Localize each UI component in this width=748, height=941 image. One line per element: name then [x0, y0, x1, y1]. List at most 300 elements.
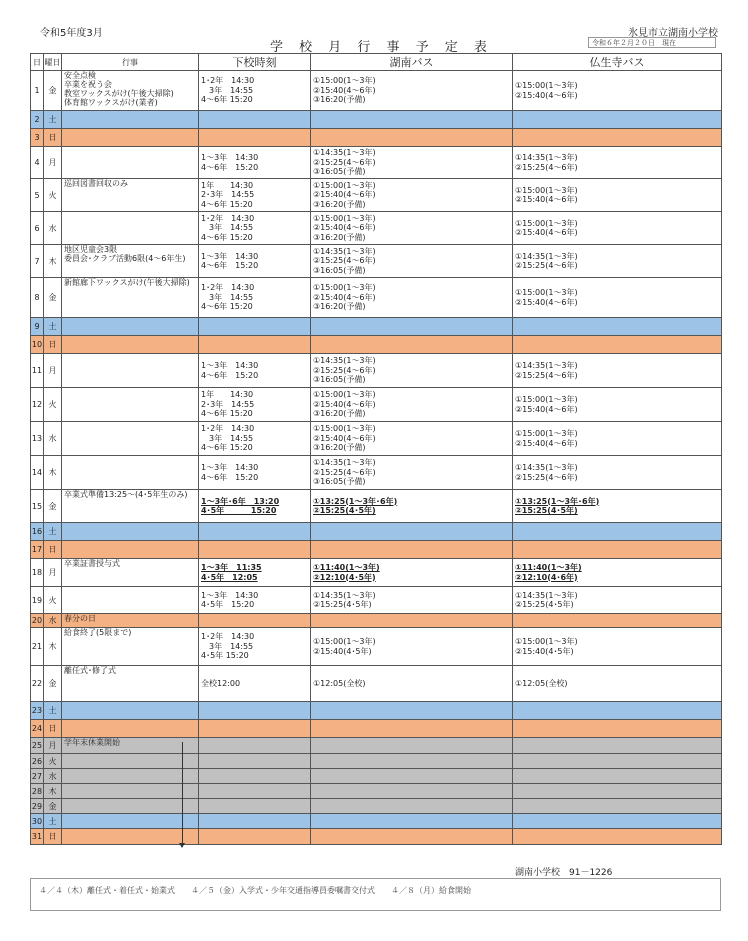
- weekday-cell: 火: [44, 587, 62, 614]
- dismissal-cell: [199, 720, 311, 738]
- day-cell: 6: [31, 212, 44, 245]
- day-cell: 5: [31, 179, 44, 212]
- table-row: [31, 111, 722, 129]
- dismissal-cell: [199, 784, 311, 799]
- cell-line: ②15:40(4～6年): [515, 195, 578, 204]
- cell-line: ①15:00(1～3年): [515, 81, 578, 90]
- cell-line: ②15:40(4～6年): [313, 399, 376, 409]
- dismissal-cell: [199, 754, 311, 769]
- cell-line: ②15:25(4～6年): [313, 467, 376, 477]
- cell-line: 教室ワックスがけ(午後大掃除): [64, 89, 174, 98]
- dismissal-cell: [199, 111, 311, 129]
- konan-bus-cell: [311, 278, 513, 318]
- cell-line: 1･2年 14:30: [201, 76, 255, 86]
- day-cell: 19: [31, 587, 44, 614]
- day-cell: 11: [31, 354, 44, 388]
- table-row: [31, 587, 722, 614]
- weekday-cell: 金: [44, 71, 62, 111]
- table-row: [31, 628, 722, 666]
- weekday-cell: 月: [44, 147, 62, 179]
- weekday-cell: 水: [44, 614, 62, 628]
- dismissal-cell: [199, 422, 311, 456]
- cell-line: 2･3年 14:55: [201, 190, 255, 200]
- konan-bus-cell: [311, 784, 513, 799]
- event-cell: [62, 738, 199, 754]
- cell-line: ①14:35(1～3年): [313, 356, 376, 366]
- event-cell: [62, 614, 199, 628]
- cell-line: 4･5年 12:05: [201, 572, 258, 582]
- cell-line: 4～6年 15:20: [201, 232, 253, 242]
- table-row: [31, 490, 722, 523]
- weekday-cell: 土: [44, 111, 62, 129]
- event-cell: [62, 784, 199, 799]
- april-notes: ４／４（木）離任式・着任式・始業式 ４／５（金）入学式・少年交通指導員委嘱書交付式 ４／８（月）給食開始: [30, 878, 721, 911]
- weekday-cell: 土: [44, 523, 62, 541]
- weekday-cell: 月: [44, 354, 62, 388]
- konan-bus-cell: [311, 666, 513, 702]
- busshoji-bus-cell: [513, 628, 722, 666]
- cell-line: ①15:00(1～3年): [515, 429, 578, 438]
- day-cell: 9: [31, 318, 44, 336]
- day-cell: 12: [31, 388, 44, 422]
- busshoji-bus-cell: [513, 614, 722, 628]
- day-cell: 31: [31, 829, 44, 845]
- cell-line: ②15:40(4～6年): [515, 438, 578, 448]
- busshoji-bus-cell: [513, 738, 722, 754]
- cell-line: ①15:00(1～3年): [515, 218, 578, 228]
- dismissal-cell: [199, 318, 311, 336]
- day-cell: 4: [31, 147, 44, 179]
- break-period-arrow-line: [182, 742, 183, 845]
- cell-line: ①14:35(1～3年): [515, 590, 578, 600]
- cell-line: ①15:00(1～3年): [313, 390, 376, 400]
- konan-bus-cell: [311, 245, 513, 278]
- cell-line: 1年 14:30: [201, 180, 254, 190]
- dismissal-cell: [199, 245, 311, 278]
- fiscal-period: 令和5年度3月: [40, 28, 103, 39]
- table-row: [31, 799, 722, 814]
- table-row: [31, 245, 722, 278]
- cell-line: ③16:20(予備): [313, 409, 366, 419]
- table-row: [31, 129, 722, 147]
- cell-line: 4～6年 15:20: [201, 199, 253, 209]
- dismissal-cell: [199, 523, 311, 541]
- dismissal-cell: [199, 614, 311, 628]
- konan-bus-cell: [311, 541, 513, 559]
- cell-line: ③16:20(予備): [313, 443, 366, 453]
- konan-bus-cell: [311, 129, 513, 147]
- cell-line: ②15:25(4～6年): [515, 261, 578, 270]
- cell-line: 4～6年 15:20: [201, 370, 259, 380]
- event-cell: [62, 490, 199, 523]
- table-row: [31, 354, 722, 388]
- weekday-cell: 土: [44, 814, 62, 829]
- dismissal-cell: [199, 829, 311, 845]
- dismissal-cell: [199, 559, 311, 587]
- event-cell: [62, 666, 199, 702]
- konan-bus-cell: [311, 799, 513, 814]
- konan-bus-cell: [311, 456, 513, 490]
- table-row: [31, 71, 722, 111]
- cell-line: ①15:00(1～3年): [313, 76, 376, 86]
- day-cell: 23: [31, 702, 44, 720]
- busshoji-bus-cell: [513, 245, 722, 278]
- cell-line: ③16:05(予備): [313, 477, 366, 487]
- konan-bus-cell: [311, 490, 513, 523]
- cell-line: ②15:25(4～6年): [313, 256, 376, 266]
- konan-bus-cell: [311, 71, 513, 111]
- day-cell: 14: [31, 456, 44, 490]
- busshoji-bus-cell: [513, 799, 722, 814]
- table-row: [31, 814, 722, 829]
- busshoji-bus-cell: [513, 559, 722, 587]
- event-cell: [62, 814, 199, 829]
- day-cell: 30: [31, 814, 44, 829]
- cell-line: ①14:35(1～3年): [515, 361, 578, 370]
- weekday-cell: 日: [44, 336, 62, 354]
- table-row: [31, 388, 722, 422]
- cell-line: 全校12:00: [201, 678, 241, 688]
- dismissal-cell: [199, 456, 311, 490]
- weekday-cell: 日: [44, 129, 62, 147]
- konan-bus-cell: [311, 336, 513, 354]
- cell-line: ②15:25(4～6年): [515, 472, 578, 482]
- table-row: [31, 523, 722, 541]
- dismissal-cell: [199, 278, 311, 318]
- arrow-down-icon: [179, 843, 185, 848]
- cell-line: 4･5年 15:20: [201, 651, 249, 661]
- cell-line: ②15:40(4～6年): [515, 228, 578, 237]
- cell-line: 4･5年 15:20: [201, 600, 255, 609]
- dismissal-cell: [199, 71, 311, 111]
- cell-line: ②15:40(4～6年): [313, 433, 376, 443]
- day-cell: 26: [31, 754, 44, 769]
- busshoji-bus-cell: [513, 702, 722, 720]
- weekday-cell: 木: [44, 628, 62, 666]
- konan-bus-cell: [311, 523, 513, 541]
- busshoji-bus-cell: [513, 71, 722, 111]
- busshoji-bus-cell: [513, 829, 722, 845]
- dismissal-cell: [199, 388, 311, 422]
- day-cell: 8: [31, 278, 44, 318]
- cell-line: 1～3年･6年 13:20: [201, 496, 280, 506]
- page-title: 学 校 月 行 事 予 定 表: [270, 40, 493, 55]
- cell-line: ①14:35(1～3年): [313, 246, 376, 256]
- cell-line: 1～3年 11:35: [201, 563, 262, 572]
- col-header-dismissal: 下校時刻: [199, 54, 311, 71]
- weekday-cell: 火: [44, 754, 62, 769]
- konan-bus-cell: [311, 354, 513, 388]
- weekday-cell: 土: [44, 318, 62, 336]
- table-row: [31, 179, 722, 212]
- event-cell: [62, 541, 199, 559]
- cell-line: ③16:05(予備): [313, 375, 366, 385]
- cell-line: 卒業を祝う会: [64, 80, 112, 89]
- day-cell: 16: [31, 523, 44, 541]
- cell-line: 3年 14:55: [201, 223, 254, 233]
- dismissal-cell: [199, 738, 311, 754]
- weekday-cell: 土: [44, 702, 62, 720]
- weekday-cell: 木: [44, 245, 62, 278]
- dismissal-cell: [199, 129, 311, 147]
- cell-line: ②15:25(4～6年): [313, 157, 376, 167]
- cell-line: ②12:10(4･5年): [313, 572, 376, 582]
- weekday-cell: 金: [44, 666, 62, 702]
- weekday-cell: 火: [44, 179, 62, 212]
- event-cell: [62, 702, 199, 720]
- cell-line: 春分の日: [64, 614, 96, 623]
- konan-bus-cell: [311, 738, 513, 754]
- table-row: [31, 336, 722, 354]
- cell-line: 体育館ワックスがけ(業者): [64, 98, 158, 107]
- cell-line: 給食終了(5限まで): [64, 628, 132, 637]
- cell-line: ②15:40(4～6年): [313, 190, 376, 200]
- konan-bus-cell: [311, 628, 513, 666]
- event-cell: [62, 278, 199, 318]
- cell-line: ②15:40(4～6年): [515, 90, 578, 100]
- table-row: [31, 666, 722, 702]
- day-cell: 13: [31, 422, 44, 456]
- busshoji-bus-cell: [513, 354, 722, 388]
- cell-line: ②15:25(4･5年): [313, 506, 376, 515]
- event-cell: [62, 71, 199, 111]
- table-row: [31, 738, 722, 754]
- table-row: [31, 720, 722, 738]
- cell-line: 地区児童会3限: [64, 245, 118, 254]
- day-cell: 15: [31, 490, 44, 523]
- cell-line: ②15:25(4･5年): [313, 600, 372, 609]
- cell-line: 安全点検: [64, 71, 96, 80]
- cell-line: 4～6年 15:20: [201, 443, 253, 453]
- table-row: [31, 829, 722, 845]
- konan-bus-cell: [311, 422, 513, 456]
- day-cell: 22: [31, 666, 44, 702]
- cell-line: 1年 14:30: [201, 390, 254, 400]
- weekday-cell: 月: [44, 559, 62, 587]
- cell-line: 1･2年 14:30: [201, 213, 255, 223]
- as-of-date: 令和６年２月２０日 現在: [588, 37, 716, 48]
- day-cell: 18: [31, 559, 44, 587]
- dismissal-cell: [199, 799, 311, 814]
- busshoji-bus-cell: [513, 784, 722, 799]
- dismissal-cell: [199, 769, 311, 784]
- table-row: [31, 559, 722, 587]
- busshoji-bus-cell: [513, 111, 722, 129]
- cell-line: 1～3年 14:30: [201, 153, 259, 162]
- school-name: 氷見市立湖南小学校: [628, 28, 718, 39]
- cell-line: ①13:25(1～3年･6年): [515, 496, 600, 506]
- day-cell: 20: [31, 614, 44, 628]
- cell-line: ②15:25(4～6年): [515, 162, 578, 172]
- busshoji-bus-cell: [513, 422, 722, 456]
- col-header-busshoji-bus: 仏生寺バス: [513, 54, 722, 71]
- table-row: [31, 147, 722, 179]
- busshoji-bus-cell: [513, 523, 722, 541]
- busshoji-bus-cell: [513, 814, 722, 829]
- day-cell: 28: [31, 784, 44, 799]
- dismissal-cell: [199, 147, 311, 179]
- konan-bus-cell: [311, 212, 513, 245]
- cell-line: 4～6年 15:20: [201, 261, 259, 270]
- konan-bus-cell: [311, 829, 513, 845]
- cell-line: 卒業式準備13:25～(4･5年生のみ): [64, 490, 188, 499]
- cell-line: 3年 14:55: [201, 433, 254, 443]
- event-cell: [62, 523, 199, 541]
- weekday-cell: 水: [44, 769, 62, 784]
- cell-line: ③16:05(予備): [313, 167, 366, 177]
- cell-line: 離任式･修了式: [64, 666, 116, 675]
- cell-line: 卒業証書授与式: [64, 559, 120, 568]
- cell-line: ②12:10(4･6年): [515, 572, 578, 582]
- cell-line: 委員会･クラブ活動6限(4～6年生): [64, 254, 186, 263]
- cell-line: ③16:20(予備): [313, 302, 366, 312]
- busshoji-bus-cell: [513, 179, 722, 212]
- busshoji-bus-cell: [513, 541, 722, 559]
- cell-line: ②15:40(4～6年): [313, 223, 376, 233]
- cell-line: ②15:40(4～6年): [515, 297, 578, 307]
- col-header-weekday: 曜日: [44, 54, 62, 71]
- table-row: [31, 318, 722, 336]
- cell-line: ①15:00(1～3年): [515, 395, 578, 404]
- cell-line: ①15:00(1～3年): [313, 213, 376, 223]
- weekday-cell: 日: [44, 829, 62, 845]
- event-cell: [62, 628, 199, 666]
- day-cell: 3: [31, 129, 44, 147]
- cell-line: 4～6年 15:20: [201, 472, 259, 482]
- table-row: [31, 754, 722, 769]
- cell-line: 4～6年 15:20: [201, 409, 253, 419]
- weekday-cell: 水: [44, 422, 62, 456]
- cell-line: ②15:25(4･5年): [515, 600, 574, 609]
- cell-line: ①11:40(1～3年): [313, 563, 380, 572]
- konan-bus-cell: [311, 147, 513, 179]
- event-cell: [62, 422, 199, 456]
- cell-line: 1～3年 14:30: [201, 361, 259, 370]
- busshoji-bus-cell: [513, 666, 722, 702]
- weekday-cell: 金: [44, 278, 62, 318]
- cell-line: 3年 14:55: [201, 292, 254, 302]
- cell-line: ③16:20(予備): [313, 199, 366, 209]
- konan-bus-cell: [311, 769, 513, 784]
- weekday-cell: 日: [44, 541, 62, 559]
- event-cell: [62, 769, 199, 784]
- konan-bus-cell: [311, 614, 513, 628]
- cell-line: ①14:35(1～3年): [515, 153, 578, 162]
- event-cell: [62, 245, 199, 278]
- day-cell: 1: [31, 71, 44, 111]
- day-cell: 21: [31, 628, 44, 666]
- dismissal-cell: [199, 336, 311, 354]
- dismissal-cell: [199, 490, 311, 523]
- table-row: [31, 784, 722, 799]
- table-header-row: [31, 54, 722, 71]
- cell-line: ②15:25(4～6年): [515, 370, 578, 380]
- dismissal-cell: [199, 814, 311, 829]
- cell-line: ①12:05(全校): [515, 678, 568, 688]
- konan-bus-cell: [311, 179, 513, 212]
- weekday-cell: 金: [44, 490, 62, 523]
- weekday-cell: 木: [44, 784, 62, 799]
- col-header-konan-bus: 湖南バス: [311, 54, 513, 71]
- table-row: [31, 212, 722, 245]
- dismissal-cell: [199, 354, 311, 388]
- dismissal-cell: [199, 179, 311, 212]
- weekday-cell: 火: [44, 388, 62, 422]
- table-row: [31, 422, 722, 456]
- busshoji-bus-cell: [513, 754, 722, 769]
- cell-line: 4･5年 15:20: [201, 506, 277, 515]
- table-row: [31, 769, 722, 784]
- event-cell: [62, 799, 199, 814]
- weekday-cell: 金: [44, 799, 62, 814]
- day-cell: 17: [31, 541, 44, 559]
- cell-line: 3年 14:55: [201, 641, 254, 651]
- cell-line: ①13:25(1～3年･6年): [313, 496, 398, 506]
- busshoji-bus-cell: [513, 129, 722, 147]
- event-cell: [62, 720, 199, 738]
- cell-line: ①14:35(1～3年): [515, 463, 578, 472]
- cell-line: ①15:00(1～3年): [515, 288, 578, 297]
- day-cell: 24: [31, 720, 44, 738]
- konan-bus-cell: [311, 587, 513, 614]
- busshoji-bus-cell: [513, 587, 722, 614]
- cell-line: ①14:35(1～3年): [515, 251, 578, 261]
- weekday-cell: 月: [44, 738, 62, 754]
- event-cell: [62, 179, 199, 212]
- konan-bus-cell: [311, 702, 513, 720]
- weekday-cell: 水: [44, 212, 62, 245]
- busshoji-bus-cell: [513, 490, 722, 523]
- cell-line: 4～6年 15:20: [201, 302, 253, 312]
- konan-bus-cell: [311, 814, 513, 829]
- event-cell: [62, 559, 199, 587]
- weekday-cell: 木: [44, 456, 62, 490]
- cell-line: 巡回図書回収のみ: [64, 179, 128, 188]
- konan-bus-cell: [311, 318, 513, 336]
- cell-line: 3年 14:55: [201, 85, 254, 95]
- weekday-cell: 日: [44, 720, 62, 738]
- cell-line: ③16:20(予備): [313, 232, 366, 242]
- table-row: [31, 278, 722, 318]
- contact-phone: 湖南小学校 91－1226: [515, 868, 613, 878]
- cell-line: 1～3年 14:30: [201, 251, 259, 261]
- cell-line: 新館廊下ワックスがけ(午後大掃除): [64, 278, 190, 287]
- event-cell: [62, 754, 199, 769]
- table-row: [31, 702, 722, 720]
- table-row: [31, 541, 722, 559]
- event-cell: [62, 129, 199, 147]
- cell-line: ②15:40(4～6年): [313, 85, 376, 95]
- cell-line: ①15:00(1～3年): [313, 283, 376, 293]
- table-row: [31, 456, 722, 490]
- cell-line: 1･2年 14:30: [201, 632, 255, 642]
- day-cell: 10: [31, 336, 44, 354]
- cell-line: ③16:20(予備): [313, 95, 366, 105]
- day-cell: 29: [31, 799, 44, 814]
- busshoji-bus-cell: [513, 388, 722, 422]
- konan-bus-cell: [311, 111, 513, 129]
- cell-line: ①11:40(1～3年): [515, 563, 582, 572]
- event-cell: [62, 456, 199, 490]
- cell-line: ②15:25(4～6年): [313, 365, 376, 375]
- cell-line: ①15:00(1～3年): [313, 637, 376, 646]
- schedule-table: [30, 53, 722, 845]
- event-cell: [62, 388, 199, 422]
- cell-line: ①14:35(1～3年): [313, 458, 376, 468]
- cell-line: 4～6年 15:20: [201, 95, 253, 105]
- col-header-event: 行事: [62, 54, 199, 71]
- cell-line: ②15:25(4･5年): [515, 506, 578, 515]
